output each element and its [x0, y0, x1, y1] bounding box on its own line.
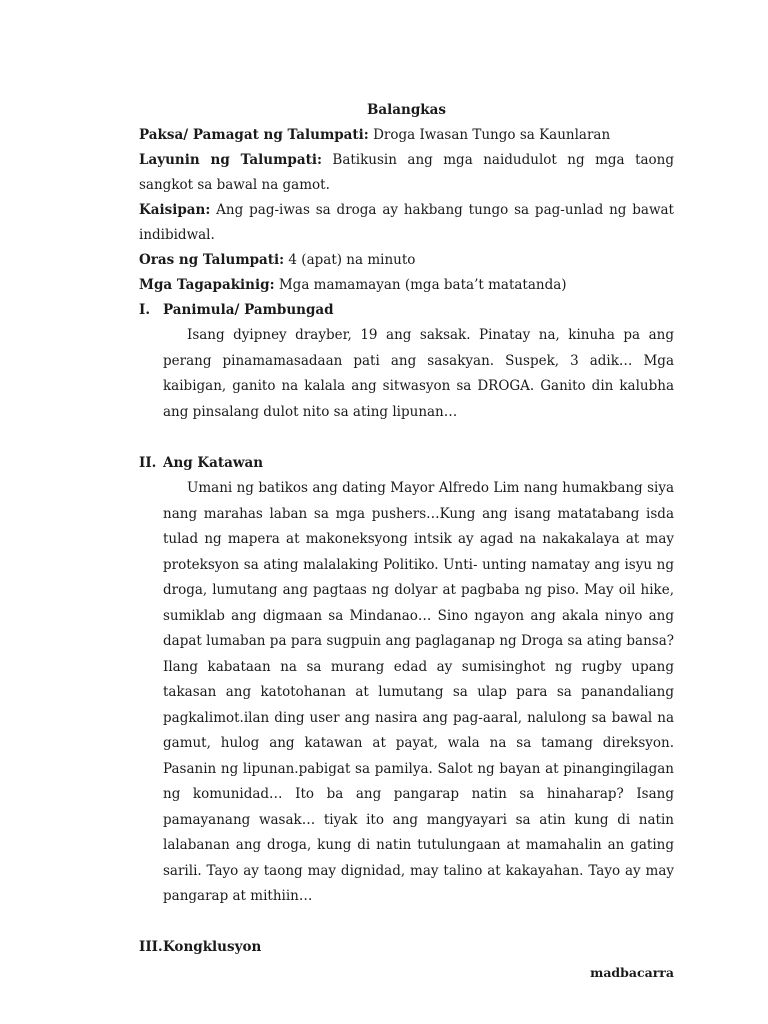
layunin-value: Batikusin ang mga naidudulot ng mga taong sangkot sa bawal na gamot. [139, 152, 675, 193]
spacer [139, 910, 674, 935]
section-title: Kongklusyon [163, 938, 262, 955]
document-title: Balangkas [367, 102, 446, 118]
layunin-field [139, 148, 674, 198]
tagapakinig-value: Mga mamamayan (mga bata’t matatanda) [274, 277, 567, 293]
section-number: I. [139, 302, 151, 318]
section-number: II. [139, 455, 157, 471]
author-signature: madbacarra [590, 965, 674, 980]
section-body-panimula: Isang dyipney drayber, 19 ang saksak. Pinatay na, kinuha pa ang perang pinamamasadaan pati ang sasakyan. Suspek, 3 adik… Mga kaibigan, ganito na kalala ang sitwasyon sa DROGA. Ganito din kalubha ang pinsalang dulot nito sa ating lipunan… [163, 327, 674, 420]
section-title: Panimula/ Pambungad [163, 302, 334, 318]
spacer [139, 425, 674, 451]
section-heading-panimula [139, 298, 674, 323]
tagapakinig-label: Mga Tagapakinig: [139, 277, 275, 293]
layunin-label: Layunin ng Talumpati: [139, 152, 322, 168]
oras-value: 4 (apat) na minuto [284, 252, 416, 268]
oras-field [139, 248, 674, 273]
paksa-value: Droga Iwasan Tungo sa Kaunlaran [368, 127, 611, 143]
section-title: Ang Katawan [163, 455, 264, 471]
section-number: III. [139, 938, 163, 955]
section-body-katawan: Umani ng batikos ang dating Mayor Alfredo Lim nang humakbang siya nang marahas laban sa mga pushers…Kung ang isang matatabang isda tulad ng mapera at makoneksyong intsik ay agad na nakakalaya at may proteksyon sa ating malalaking Politiko. Unti- unting namatay ang isyu ng droga, lumutang ang pagtaas ng dolyar at pagbaba ng piso. May oil hike, sumiklab ang digmaan sa Mindanao… Sino ngayon ang akala ninyo ang dapat lumaban pa para sugpuin ang paglaganap ng Droga sa ating bansa? Ilang kabataan na sa murang edad ay sumisinghot ng rugby upang takasan ang katotohanan at lumutang sa ulap para sa panandaliang pagkalimot.ilan ding user ang nasira ang pag-aaral, nalulong sa bawal na gamut, hulog ang katawan at payat, wala na sa tamang direksyon. Pasanin ng lipunan.pabigat sa pamilya. Salot ng bayan at pinangingilagan ng komunidad… Ito ba ang pangarap natin sa hinaharap? Isang pamayanang wasak… tiyak ito ang mangyayari sa atin kung di natin lalabanan ang droga, kung di natin tutulungaan at mamahalin an gating sarili. Tayo ay taong may dignidad, may talino at kakayahan. Tayo ay may pangarap at mithiin… [163, 480, 674, 904]
section-heading-kongklusyon [139, 935, 674, 960]
kaisipan-field [139, 198, 674, 248]
section-heading-katawan [139, 451, 674, 476]
kaisipan-value: Ang pag-iwas sa droga ay hakbang tungo sa pag-unlad ng bawat indibidwal. [139, 202, 674, 243]
outline-content [139, 98, 674, 960]
oras-label: Oras ng Talumpati: [139, 252, 285, 268]
kaisipan-label: Kaisipan: [139, 202, 211, 218]
tagapakinig-field [139, 273, 674, 298]
paksa-label: Paksa/ Pamagat ng Talumpati: [139, 127, 369, 143]
paksa-field [139, 123, 674, 148]
